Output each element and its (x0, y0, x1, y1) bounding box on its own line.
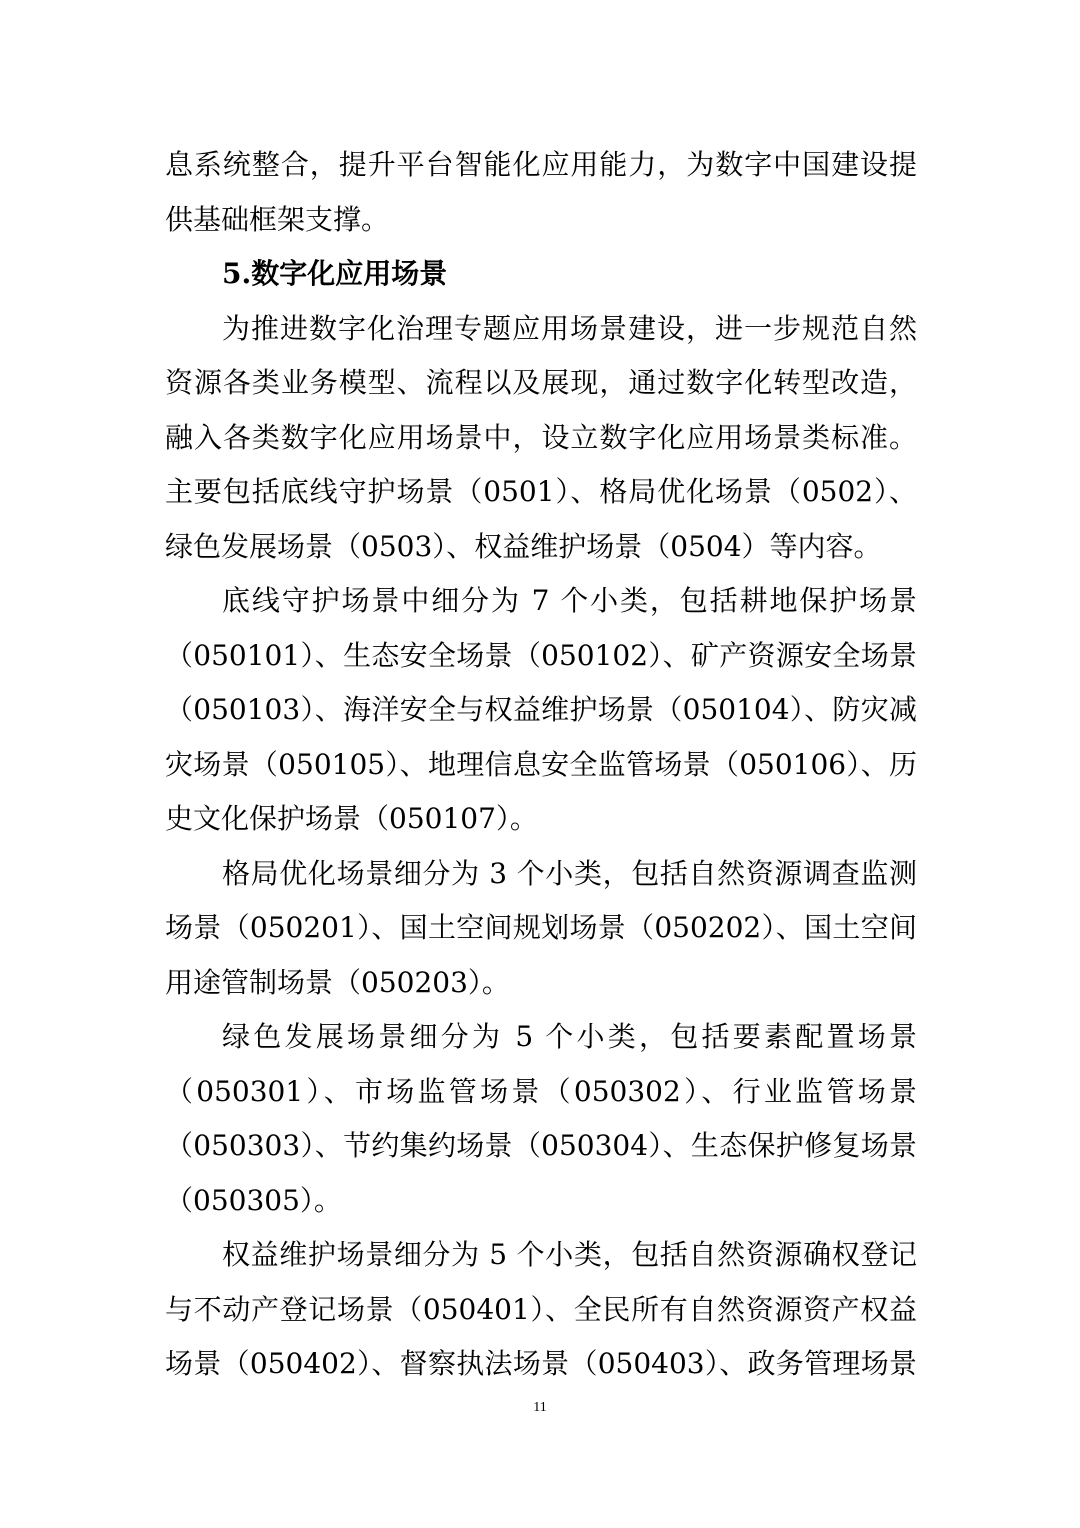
paragraph-line: （050303）、节约集约场景（050304）、生态保护修复场景 (165, 1129, 917, 1162)
paragraph-line: 底线守护场景中细分为 7 个小类，包括耕地保护场景 (222, 584, 917, 617)
paragraph-line: 为推进数字化治理专题应用场景建设，进一步规范自然 (222, 311, 917, 345)
paragraph-line: 格局优化场景细分为 3 个小类，包括自然资源调查监测 (222, 856, 917, 890)
paragraph-line: 资源各类业务模型、流程以及展现，通过数字化转型改造， (165, 366, 917, 399)
paragraph-line: （050101）、生态安全场景（050102）、矿产资源安全场景 (165, 638, 917, 672)
paragraph-line: 场景（050402）、督察执法场景（050403）、政务管理场景 (165, 1347, 917, 1380)
body-text (165, 138, 917, 1392)
paragraph-line: 用途管制场景（050203）。 (165, 965, 510, 999)
paragraph-line: 绿色发展场景细分为 5 个小类，包括要素配置场景 (222, 1020, 917, 1053)
paragraph-line: 融入各类数字化应用场景中，设立数字化应用场景类标准。 (165, 420, 917, 454)
paragraph-line: 主要包括底线守护场景（0501）、格局优化场景（0502）、 (165, 475, 917, 508)
paragraph-line: 灾场景（050105）、地理信息安全监管场景（050106）、历 (165, 747, 917, 781)
paragraph-line: （050305）。 (165, 1183, 342, 1217)
paragraph-line: 绿色发展场景（0503）、权益维护场景（0504）等内容。 (165, 529, 882, 563)
paragraph-line: 供基础框架支撑。 (165, 202, 390, 236)
paragraph-line: 与不动产登记场景（050401）、全民所有自然资源资产权益 (165, 1292, 917, 1326)
paragraph-line: 场景（050201）、国土空间规划场景（050202）、国土空间 (165, 911, 917, 944)
section-heading: 5.数字化应用场景 (222, 257, 448, 290)
page-number: 11 (533, 1400, 547, 1415)
paragraph-line: 息系统整合，提升平台智能化应用能力，为数字中国建设提 (165, 148, 917, 181)
paragraph-line: （050103）、海洋安全与权益维护场景（050104）、防灾减 (165, 693, 917, 726)
paragraph-line: 史文化保护场景（050107）。 (165, 802, 538, 835)
paragraph-line: 权益维护场景细分为 5 个小类，包括自然资源确权登记 (222, 1238, 917, 1271)
paragraph-line: （050301）、市场监管场景（050302）、行业监管场景 (165, 1074, 917, 1108)
